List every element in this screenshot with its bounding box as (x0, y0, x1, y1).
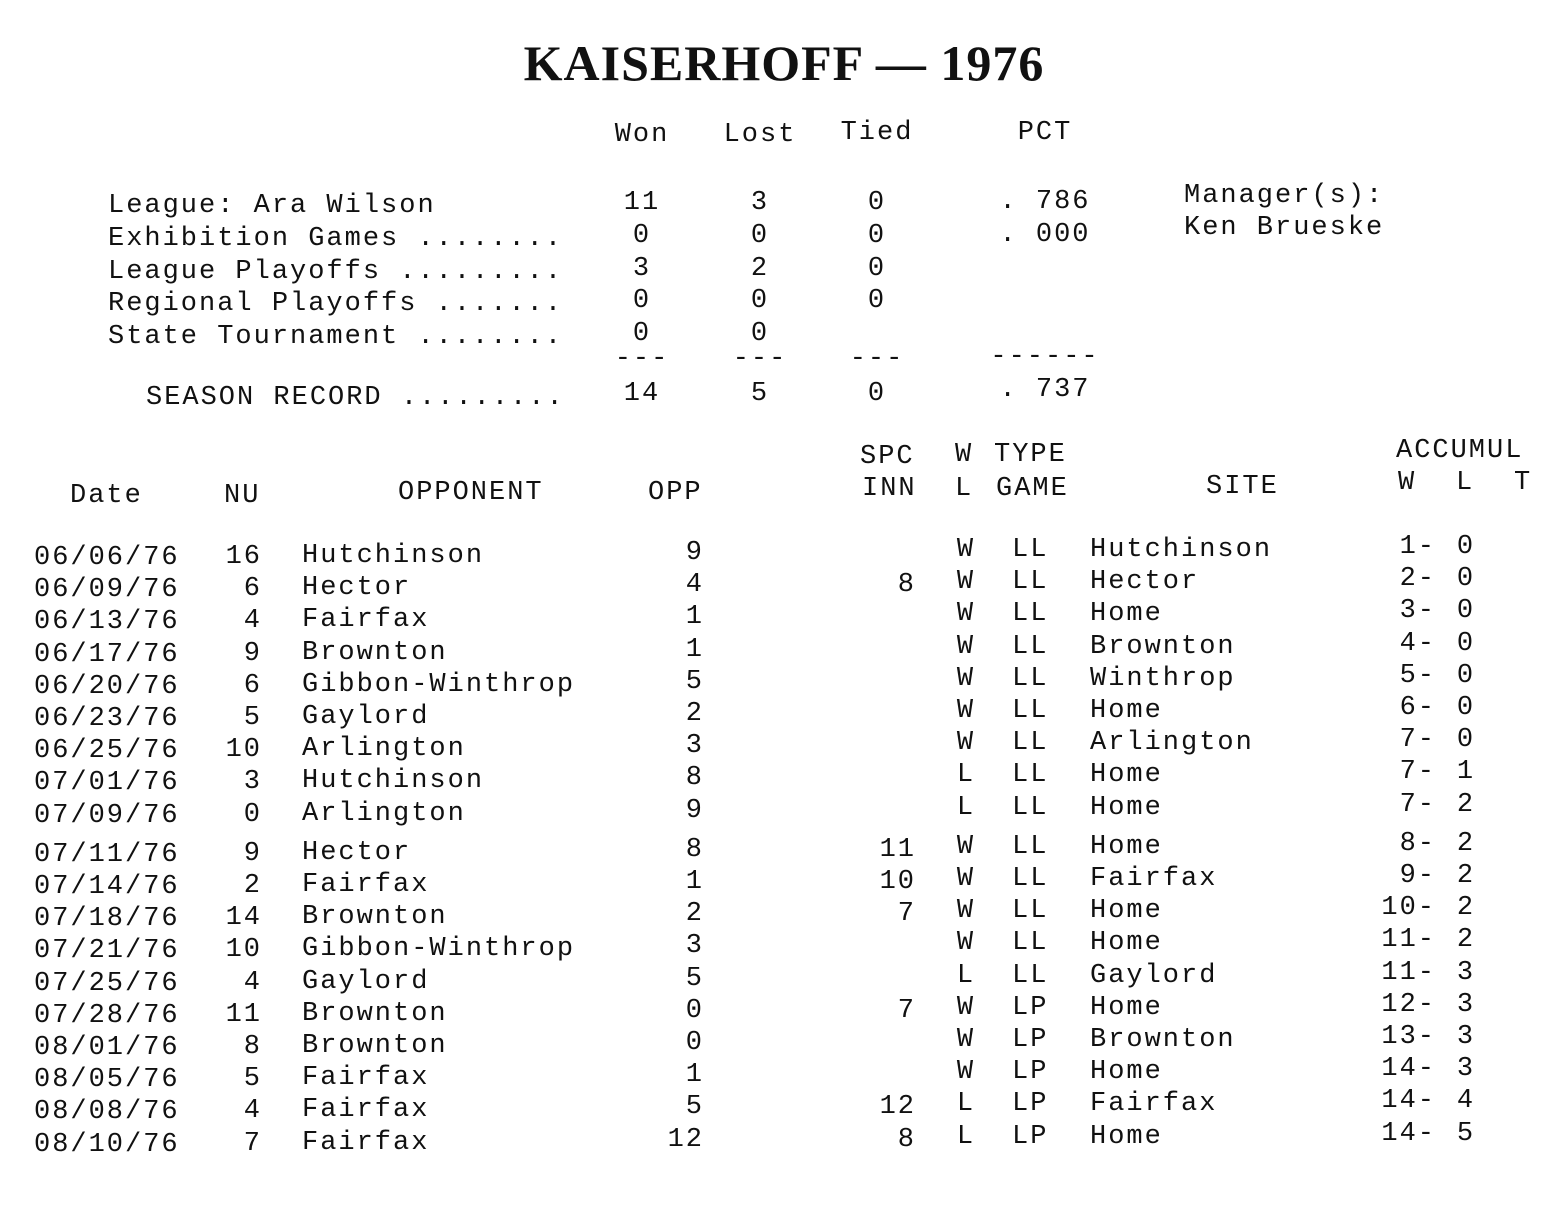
accumul-losses: 2 (1456, 861, 1476, 891)
game-score-opp: 5 (685, 666, 704, 697)
season-tied: 0 (867, 379, 887, 409)
game-innings: 12 (879, 1092, 916, 1123)
accumul-losses: 0 (1456, 725, 1476, 756)
page-title: KAISERHOFF — 1976 (523, 35, 1045, 91)
won-header: Won (614, 120, 670, 150)
accumul-wins: 14- (1381, 1118, 1436, 1149)
game-date: 08/01/76 (34, 1033, 180, 1063)
manager-name: Ken Brueske (1184, 213, 1385, 243)
game-opponent: Gaylord (302, 702, 430, 732)
tied-divider: --- (849, 344, 905, 374)
game-score-opp: 1 (685, 1060, 704, 1091)
game-score-nu: 10 (225, 735, 262, 766)
game-opponent: Gibbon-Winthrop (302, 669, 576, 700)
game-score-nu: 4 (243, 967, 262, 998)
game-result: W (956, 864, 976, 894)
game-score-nu: 9 (243, 838, 262, 869)
l-header: L (955, 474, 974, 504)
season-lost: 5 (750, 379, 770, 409)
game-type: LL (1012, 663, 1049, 694)
game-score-opp: 3 (685, 731, 704, 762)
type-header: TYPE (994, 440, 1067, 470)
summary-lost-value: 2 (750, 254, 770, 284)
game-score-opp: 3 (685, 931, 704, 962)
accumul-losses: 3 (1456, 1022, 1476, 1052)
summary-lost-value: 0 (750, 286, 770, 316)
game-result: L (956, 960, 976, 991)
nu-header: NU (224, 481, 261, 511)
game-score-nu: 4 (243, 1096, 262, 1127)
game-result: W (956, 896, 976, 927)
game-opponent: Arlington (302, 798, 466, 829)
game-result: W (956, 663, 976, 694)
game-opponent: Brownton (302, 902, 448, 933)
game-date: 06/23/76 (34, 704, 180, 734)
game-score-opp: 2 (685, 699, 704, 729)
game-score-opp: 1 (685, 634, 704, 665)
game-site: Home (1090, 1057, 1163, 1088)
game-site: Gaylord (1090, 960, 1218, 991)
game-date: 08/05/76 (34, 1065, 180, 1096)
accumul-wins: 9- (1399, 861, 1436, 891)
date-header: Date (70, 481, 143, 511)
game-score-nu: 9 (243, 638, 262, 669)
accumul-wins: 12- (1381, 989, 1436, 1020)
game-opponent: Hutchinson (302, 766, 485, 797)
game-innings: 8 (897, 570, 916, 601)
game-result: L (956, 760, 976, 791)
game-score-nu: 6 (243, 574, 262, 605)
game-opponent: Fairfax (302, 1095, 430, 1126)
game-result: W (956, 831, 976, 862)
pct-divider: ------ (990, 342, 1100, 372)
game-date: 07/01/76 (34, 768, 180, 799)
summary-tied-value: 0 (867, 254, 887, 284)
game-type: LP (1012, 1025, 1049, 1055)
game-score-nu: 14 (225, 903, 262, 934)
site-header: SITE (1206, 472, 1279, 502)
game-date: 06/13/76 (34, 607, 180, 638)
accumul-losses: 0 (1456, 628, 1476, 659)
game-opponent: Fairfax (302, 1127, 430, 1158)
game-site: Home (1090, 760, 1163, 791)
accumul-wins: 1- (1399, 532, 1436, 562)
accumul-wins: 14- (1381, 1054, 1436, 1085)
game-score-opp: 12 (667, 1124, 704, 1155)
game-site: Brownton (1090, 1025, 1236, 1055)
game-site: Brownton (1090, 631, 1236, 662)
game-score-opp: 9 (685, 538, 704, 568)
game-date: 07/14/76 (34, 872, 180, 902)
game-opponent: Arlington (302, 734, 466, 765)
accumul-losses: 1 (1456, 757, 1476, 788)
game-type: LL (1012, 831, 1049, 862)
game-type: LL (1012, 696, 1049, 726)
game-site: Hutchinson (1090, 535, 1273, 565)
game-score-opp: 5 (685, 1092, 704, 1123)
game-date: 06/20/76 (34, 671, 180, 702)
opponent-header: OPPONENT (398, 478, 544, 508)
game-result: W (956, 631, 976, 662)
accumul-wins: 14- (1381, 1086, 1436, 1117)
game-result: W (956, 1025, 976, 1055)
game-type: LL (1012, 896, 1049, 927)
accumul-losses: 3 (1456, 1054, 1476, 1085)
game-site: Home (1090, 696, 1163, 726)
game-result: W (956, 728, 976, 759)
accumul-wins: 6- (1399, 693, 1436, 723)
summary-won-value: 0 (632, 286, 652, 316)
accumul-wins: 3- (1399, 596, 1436, 627)
game-innings: 10 (879, 867, 916, 897)
game-score-nu: 4 (243, 606, 262, 637)
game-site: Fairfax (1090, 864, 1218, 894)
summary-pct-value: . 786 (999, 187, 1091, 217)
spc-header: SPC (860, 442, 915, 472)
manager-label: Manager(s): (1184, 181, 1385, 211)
accumul-losses: 3 (1456, 989, 1476, 1020)
accumul-t-header: T (1514, 468, 1533, 498)
inn-header: INN (862, 474, 917, 504)
game-score-nu: 5 (243, 1064, 262, 1095)
game-type: LL (1012, 535, 1049, 565)
summary-won-value: 3 (632, 254, 652, 284)
tied-header: Tied (840, 118, 914, 148)
game-date: 08/10/76 (34, 1129, 180, 1160)
game-date: 07/21/76 (34, 936, 180, 967)
season-won: 14 (623, 379, 661, 409)
opp-header: OPP (648, 478, 703, 508)
accumul-wins: 7- (1399, 757, 1436, 788)
won-divider: --- (614, 344, 670, 374)
game-site: Home (1090, 928, 1163, 959)
game-score-opp: 0 (685, 995, 704, 1026)
game-date: 07/11/76 (34, 839, 180, 870)
game-type: LL (1012, 928, 1049, 959)
game-date: 08/08/76 (34, 1097, 180, 1128)
summary-tied-value: 0 (867, 188, 887, 218)
game-date: 07/25/76 (34, 968, 180, 999)
accumul-wins: 4- (1399, 628, 1436, 659)
pct-header: PCT (1017, 118, 1073, 148)
summary-tied-value: 0 (867, 221, 887, 251)
game-innings: 11 (879, 834, 916, 865)
game-opponent: Fairfax (302, 1063, 430, 1094)
accumul-w-header: W (1398, 468, 1417, 498)
accumul-wins: 11- (1381, 925, 1436, 956)
summary-row-label: Exhibition Games ........ (108, 224, 564, 254)
accumul-losses: 2 (1456, 893, 1476, 924)
game-type: LL (1012, 728, 1049, 759)
game-opponent: Hector (302, 837, 412, 868)
lost-header: Lost (723, 120, 797, 150)
accumul-wins: 11- (1381, 957, 1436, 988)
game-score-nu: 3 (243, 767, 262, 798)
w-header: W (955, 440, 974, 470)
game-score-opp: 2 (685, 899, 704, 930)
game-result: W (956, 1057, 976, 1088)
game-score-nu: 0 (243, 799, 262, 830)
game-type: LP (1012, 992, 1049, 1023)
game-score-nu: 5 (243, 703, 262, 733)
game-innings: 8 (897, 1124, 916, 1155)
game-type: LP (1012, 1089, 1049, 1120)
game-score-nu: 11 (225, 999, 262, 1030)
game-score-nu: 10 (225, 935, 262, 966)
game-score-opp: 0 (685, 1028, 704, 1058)
game-site: Home (1090, 792, 1163, 823)
game-site: Home (1090, 1121, 1163, 1152)
summary-row-label: League Playoffs ......... (108, 257, 564, 287)
game-type: LL (1012, 567, 1049, 598)
game-type: LL (1012, 864, 1049, 894)
lost-divider: --- (732, 344, 788, 374)
game-result: W (956, 928, 976, 959)
game-score-opp: 8 (685, 763, 704, 794)
accumul-wins: 7- (1399, 725, 1436, 756)
game-opponent: Fairfax (302, 870, 430, 900)
game-site: Fairfax (1090, 1089, 1218, 1120)
game-type: LL (1012, 792, 1049, 823)
summary-row-label: State Tournament ........ (108, 322, 564, 352)
accumul-losses: 5 (1456, 1118, 1476, 1149)
summary-lost-value: 3 (750, 188, 770, 218)
game-score-nu: 7 (243, 1128, 262, 1159)
accumul-losses: 0 (1456, 693, 1476, 723)
game-opponent: Hutchinson (302, 541, 485, 571)
game-opponent: Brownton (302, 998, 448, 1029)
game-site: Winthrop (1090, 663, 1236, 694)
game-type: LL (1012, 631, 1049, 662)
season-pct: . 737 (999, 375, 1091, 405)
game-site: Home (1090, 831, 1163, 862)
game-type: LP (1012, 1057, 1049, 1088)
accumul-losses: 0 (1456, 564, 1476, 595)
game-opponent: Hector (302, 573, 412, 604)
game-type: LP (1012, 1121, 1049, 1152)
summary-won-value: 0 (632, 319, 652, 349)
game-score-opp: 9 (685, 795, 704, 826)
game-date: 06/09/76 (34, 575, 180, 606)
accumul-wins: 5- (1399, 660, 1436, 691)
game-result: W (956, 567, 976, 598)
game-header: GAME (996, 474, 1069, 504)
game-opponent: Brownton (302, 1031, 448, 1061)
accumul-header: ACCUMUL (1396, 436, 1524, 466)
accumul-losses: 0 (1456, 660, 1476, 691)
accumul-losses: 4 (1456, 1086, 1476, 1117)
summary-lost-value: 0 (750, 221, 770, 251)
accumul-losses: 2 (1456, 828, 1476, 859)
accumul-wins: 2- (1399, 564, 1436, 595)
accumul-losses: 0 (1456, 596, 1476, 627)
game-innings: 7 (897, 899, 916, 930)
game-type: LL (1012, 760, 1049, 791)
game-result: W (956, 535, 976, 565)
game-date: 07/28/76 (34, 1000, 180, 1031)
game-opponent: Gibbon-Winthrop (302, 934, 576, 965)
game-opponent: Brownton (302, 637, 448, 668)
accumul-losses: 0 (1456, 532, 1476, 562)
summary-pct-value: . 000 (999, 220, 1091, 250)
game-score-nu: 16 (225, 542, 262, 572)
game-innings: 7 (897, 995, 916, 1026)
accumul-wins: 10- (1381, 893, 1436, 924)
summary-row-label: Regional Playoffs ....... (108, 289, 564, 319)
game-opponent: Fairfax (302, 605, 430, 636)
accumul-l-header: L (1456, 468, 1475, 498)
game-score-nu: 8 (243, 1032, 262, 1062)
game-date: 07/18/76 (34, 904, 180, 935)
summary-lost-value: 0 (750, 319, 770, 349)
summary-won-value: 0 (632, 221, 652, 251)
game-score-opp: 8 (685, 834, 704, 865)
accumul-losses: 3 (1456, 957, 1476, 988)
game-date: 06/06/76 (34, 543, 180, 573)
accumul-wins: 7- (1399, 789, 1436, 820)
game-date: 07/09/76 (34, 800, 180, 831)
summary-row-label: League: Ara Wilson (108, 191, 436, 221)
accumul-wins: 8- (1399, 828, 1436, 859)
game-site: Home (1090, 599, 1163, 630)
game-type: LL (1012, 599, 1049, 630)
game-site: Hector (1090, 567, 1200, 598)
game-site: Arlington (1090, 728, 1254, 759)
game-score-nu: 6 (243, 670, 262, 701)
game-result: L (956, 1121, 976, 1152)
game-site: Home (1090, 992, 1163, 1023)
game-site: Home (1090, 896, 1163, 927)
game-type: LL (1012, 960, 1049, 991)
game-date: 06/17/76 (34, 639, 180, 670)
game-date: 06/25/76 (34, 736, 180, 767)
game-result: L (956, 792, 976, 823)
game-score-nu: 2 (243, 871, 262, 901)
game-score-opp: 4 (685, 570, 704, 601)
game-score-opp: 5 (685, 963, 704, 994)
game-result: W (956, 992, 976, 1023)
game-opponent: Gaylord (302, 966, 430, 997)
game-result: W (956, 696, 976, 726)
accumul-losses: 2 (1456, 789, 1476, 820)
game-result: W (956, 599, 976, 630)
accumul-losses: 2 (1456, 925, 1476, 956)
season-record-label: SEASON RECORD ......... (146, 383, 565, 413)
summary-tied-value: 0 (867, 286, 887, 316)
game-result: L (956, 1089, 976, 1120)
summary-won-value: 11 (623, 188, 661, 218)
accumul-wins: 13- (1381, 1022, 1436, 1052)
game-score-opp: 1 (685, 867, 704, 897)
game-score-opp: 1 (685, 602, 704, 633)
